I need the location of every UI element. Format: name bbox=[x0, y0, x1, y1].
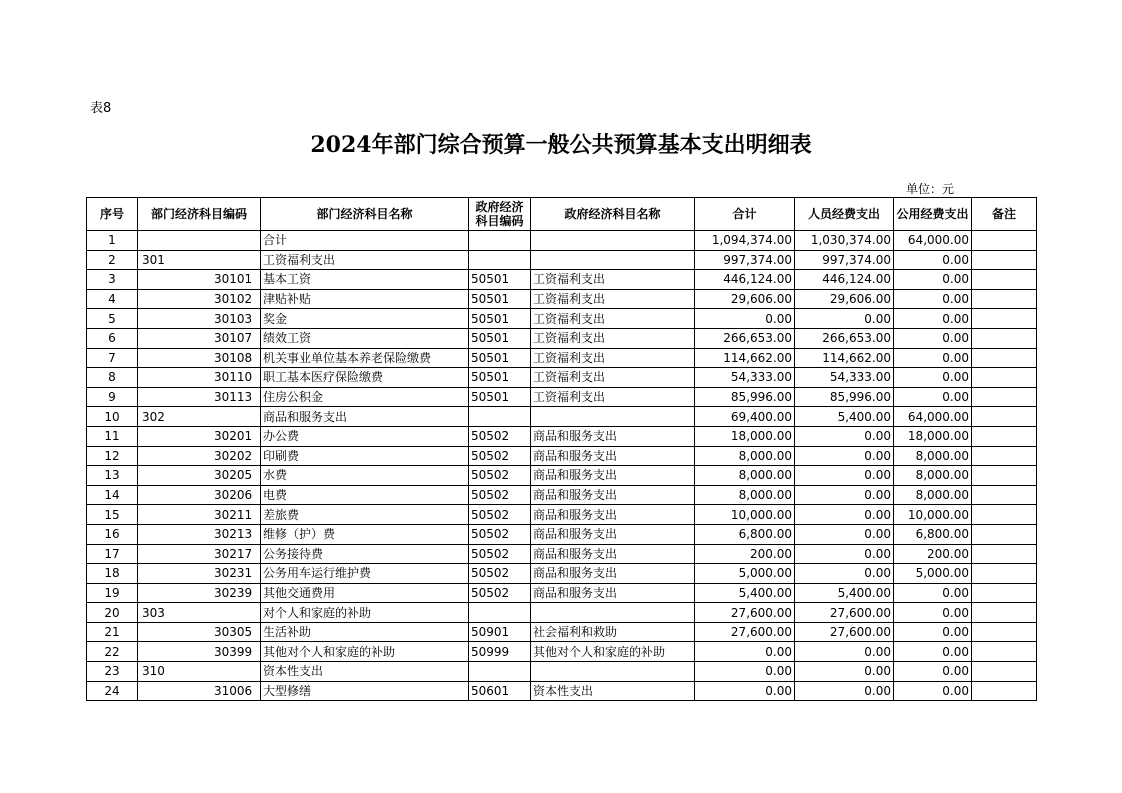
cell-personnel: 54,333.00 bbox=[795, 368, 894, 388]
cell-personnel: 85,996.00 bbox=[795, 387, 894, 407]
cell-dept-name: 住房公积金 bbox=[261, 387, 469, 407]
cell-total: 200.00 bbox=[695, 544, 795, 564]
cell-personnel: 0.00 bbox=[795, 564, 894, 584]
cell-gov-name: 商品和服务支出 bbox=[531, 524, 695, 544]
cell-seq: 8 bbox=[87, 368, 138, 388]
cell-public: 8,000.00 bbox=[894, 446, 972, 466]
cell-gov-name bbox=[531, 603, 695, 623]
cell-personnel: 997,374.00 bbox=[795, 250, 894, 270]
header-gov-code: 政府经济科目编码 bbox=[469, 198, 531, 231]
cell-seq: 10 bbox=[87, 407, 138, 427]
cell-remark bbox=[972, 309, 1037, 329]
cell-seq: 23 bbox=[87, 662, 138, 682]
cell-public: 0.00 bbox=[894, 583, 972, 603]
cell-dept-name: 公务接待费 bbox=[261, 544, 469, 564]
cell-seq: 3 bbox=[87, 270, 138, 290]
cell-dept-code: 30107 bbox=[138, 328, 261, 348]
cell-personnel: 29,606.00 bbox=[795, 289, 894, 309]
cell-public: 0.00 bbox=[894, 681, 972, 701]
cell-remark bbox=[972, 642, 1037, 662]
cell-dept-name: 办公费 bbox=[261, 426, 469, 446]
cell-dept-code: 30217 bbox=[138, 544, 261, 564]
table-row bbox=[87, 348, 1037, 368]
cell-remark bbox=[972, 583, 1037, 603]
cell-dept-code: 31006 bbox=[138, 681, 261, 701]
cell-dept-code: 30213 bbox=[138, 524, 261, 544]
cell-personnel: 0.00 bbox=[795, 446, 894, 466]
cell-gov-code: 50502 bbox=[469, 446, 531, 466]
cell-seq: 16 bbox=[87, 524, 138, 544]
header-remark: 备注 bbox=[972, 198, 1037, 231]
cell-total: 29,606.00 bbox=[695, 289, 795, 309]
cell-total: 5,000.00 bbox=[695, 564, 795, 584]
cell-dept-name: 职工基本医疗保险缴费 bbox=[261, 368, 469, 388]
table-row bbox=[87, 485, 1037, 505]
cell-dept-code: 30202 bbox=[138, 446, 261, 466]
table-row bbox=[87, 387, 1037, 407]
cell-gov-name: 商品和服务支出 bbox=[531, 426, 695, 446]
table-row bbox=[87, 603, 1037, 623]
table-row bbox=[87, 426, 1037, 446]
cell-total: 8,000.00 bbox=[695, 485, 795, 505]
cell-personnel: 0.00 bbox=[795, 681, 894, 701]
cell-personnel: 0.00 bbox=[795, 466, 894, 486]
cell-total: 0.00 bbox=[695, 681, 795, 701]
table-row bbox=[87, 642, 1037, 662]
cell-remark bbox=[972, 387, 1037, 407]
header-personnel: 人员经费支出 bbox=[795, 198, 894, 231]
cell-remark bbox=[972, 250, 1037, 270]
cell-seq: 13 bbox=[87, 466, 138, 486]
cell-remark bbox=[972, 426, 1037, 446]
cell-gov-code: 50501 bbox=[469, 270, 531, 290]
cell-gov-code: 50502 bbox=[469, 426, 531, 446]
table-row bbox=[87, 289, 1037, 309]
cell-personnel: 1,030,374.00 bbox=[795, 231, 894, 251]
cell-seq: 22 bbox=[87, 642, 138, 662]
cell-dept-code: 301 bbox=[138, 250, 261, 270]
cell-seq: 15 bbox=[87, 505, 138, 525]
cell-remark bbox=[972, 564, 1037, 584]
cell-total: 446,124.00 bbox=[695, 270, 795, 290]
cell-personnel: 0.00 bbox=[795, 642, 894, 662]
table-row bbox=[87, 250, 1037, 270]
cell-seq: 5 bbox=[87, 309, 138, 329]
cell-remark bbox=[972, 505, 1037, 525]
cell-remark bbox=[972, 622, 1037, 642]
table-row bbox=[87, 524, 1037, 544]
cell-public: 200.00 bbox=[894, 544, 972, 564]
cell-public: 0.00 bbox=[894, 348, 972, 368]
table-row bbox=[87, 681, 1037, 701]
table-row bbox=[87, 407, 1037, 427]
header-dept-code: 部门经济科目编码 bbox=[138, 198, 261, 231]
cell-public: 0.00 bbox=[894, 328, 972, 348]
table-row bbox=[87, 368, 1037, 388]
cell-gov-code: 50502 bbox=[469, 466, 531, 486]
cell-gov-code bbox=[469, 250, 531, 270]
cell-personnel: 0.00 bbox=[795, 309, 894, 329]
cell-public: 0.00 bbox=[894, 387, 972, 407]
cell-gov-name: 工资福利支出 bbox=[531, 270, 695, 290]
cell-dept-name: 对个人和家庭的补助 bbox=[261, 603, 469, 623]
cell-remark bbox=[972, 270, 1037, 290]
cell-remark bbox=[972, 368, 1037, 388]
header-dept-name: 部门经济科目名称 bbox=[261, 198, 469, 231]
table-header-row bbox=[87, 198, 1037, 231]
cell-remark bbox=[972, 466, 1037, 486]
cell-dept-code: 30239 bbox=[138, 583, 261, 603]
cell-public: 0.00 bbox=[894, 622, 972, 642]
cell-dept-name: 其他对个人和家庭的补助 bbox=[261, 642, 469, 662]
cell-gov-code: 50501 bbox=[469, 348, 531, 368]
cell-seq: 1 bbox=[87, 231, 138, 251]
cell-dept-name: 大型修缮 bbox=[261, 681, 469, 701]
cell-seq: 24 bbox=[87, 681, 138, 701]
cell-dept-name: 电费 bbox=[261, 485, 469, 505]
cell-remark bbox=[972, 485, 1037, 505]
cell-seq: 11 bbox=[87, 426, 138, 446]
cell-public: 0.00 bbox=[894, 662, 972, 682]
cell-dept-name: 机关事业单位基本养老保险缴费 bbox=[261, 348, 469, 368]
cell-gov-name: 商品和服务支出 bbox=[531, 466, 695, 486]
cell-personnel: 114,662.00 bbox=[795, 348, 894, 368]
table-row bbox=[87, 583, 1037, 603]
cell-seq: 6 bbox=[87, 328, 138, 348]
cell-public: 5,000.00 bbox=[894, 564, 972, 584]
cell-seq: 20 bbox=[87, 603, 138, 623]
cell-total: 27,600.00 bbox=[695, 603, 795, 623]
table-row bbox=[87, 622, 1037, 642]
cell-gov-name: 商品和服务支出 bbox=[531, 564, 695, 584]
cell-gov-name: 工资福利支出 bbox=[531, 289, 695, 309]
cell-gov-name: 工资福利支出 bbox=[531, 368, 695, 388]
table-row bbox=[87, 564, 1037, 584]
cell-total: 8,000.00 bbox=[695, 446, 795, 466]
cell-total: 10,000.00 bbox=[695, 505, 795, 525]
cell-dept-code: 30108 bbox=[138, 348, 261, 368]
cell-personnel: 27,600.00 bbox=[795, 622, 894, 642]
cell-gov-name bbox=[531, 250, 695, 270]
cell-personnel: 0.00 bbox=[795, 426, 894, 446]
cell-total: 114,662.00 bbox=[695, 348, 795, 368]
cell-public: 0.00 bbox=[894, 368, 972, 388]
cell-seq: 19 bbox=[87, 583, 138, 603]
cell-personnel: 446,124.00 bbox=[795, 270, 894, 290]
cell-total: 1,094,374.00 bbox=[695, 231, 795, 251]
cell-public: 0.00 bbox=[894, 309, 972, 329]
cell-public: 0.00 bbox=[894, 603, 972, 623]
cell-dept-code: 30102 bbox=[138, 289, 261, 309]
cell-dept-name: 基本工资 bbox=[261, 270, 469, 290]
cell-dept-code: 30205 bbox=[138, 466, 261, 486]
cell-remark bbox=[972, 446, 1037, 466]
cell-seq: 9 bbox=[87, 387, 138, 407]
cell-total: 54,333.00 bbox=[695, 368, 795, 388]
cell-gov-name: 工资福利支出 bbox=[531, 387, 695, 407]
cell-personnel: 0.00 bbox=[795, 662, 894, 682]
cell-remark bbox=[972, 348, 1037, 368]
cell-dept-name: 印刷费 bbox=[261, 446, 469, 466]
cell-dept-code: 30201 bbox=[138, 426, 261, 446]
cell-public: 0.00 bbox=[894, 250, 972, 270]
cell-remark bbox=[972, 289, 1037, 309]
cell-gov-code: 50901 bbox=[469, 622, 531, 642]
cell-gov-name: 商品和服务支出 bbox=[531, 544, 695, 564]
cell-remark bbox=[972, 603, 1037, 623]
cell-dept-code: 30101 bbox=[138, 270, 261, 290]
cell-dept-name: 合计 bbox=[261, 231, 469, 251]
cell-gov-code: 50502 bbox=[469, 485, 531, 505]
cell-seq: 12 bbox=[87, 446, 138, 466]
header-total: 合计 bbox=[695, 198, 795, 231]
budget-detail-table bbox=[86, 197, 1037, 701]
cell-public: 64,000.00 bbox=[894, 407, 972, 427]
cell-dept-name: 商品和服务支出 bbox=[261, 407, 469, 427]
cell-total: 0.00 bbox=[695, 309, 795, 329]
cell-gov-name: 工资福利支出 bbox=[531, 309, 695, 329]
cell-public: 10,000.00 bbox=[894, 505, 972, 525]
cell-gov-code: 50502 bbox=[469, 564, 531, 584]
table-body bbox=[87, 231, 1037, 701]
cell-gov-code bbox=[469, 662, 531, 682]
cell-gov-name: 工资福利支出 bbox=[531, 348, 695, 368]
table-row bbox=[87, 270, 1037, 290]
cell-dept-name: 差旅费 bbox=[261, 505, 469, 525]
cell-gov-name: 社会福利和救助 bbox=[531, 622, 695, 642]
cell-gov-code: 50502 bbox=[469, 505, 531, 525]
cell-personnel: 27,600.00 bbox=[795, 603, 894, 623]
cell-gov-code: 50501 bbox=[469, 368, 531, 388]
cell-total: 5,400.00 bbox=[695, 583, 795, 603]
table-row bbox=[87, 446, 1037, 466]
cell-dept-code: 303 bbox=[138, 603, 261, 623]
cell-total: 0.00 bbox=[695, 662, 795, 682]
cell-dept-name: 资本性支出 bbox=[261, 662, 469, 682]
cell-gov-name: 商品和服务支出 bbox=[531, 505, 695, 525]
cell-gov-name: 资本性支出 bbox=[531, 681, 695, 701]
cell-total: 85,996.00 bbox=[695, 387, 795, 407]
cell-dept-name: 生活补助 bbox=[261, 622, 469, 642]
cell-total: 0.00 bbox=[695, 642, 795, 662]
cell-gov-name: 商品和服务支出 bbox=[531, 485, 695, 505]
cell-personnel: 0.00 bbox=[795, 505, 894, 525]
cell-dept-code: 30110 bbox=[138, 368, 261, 388]
cell-gov-name bbox=[531, 231, 695, 251]
cell-dept-name: 维修（护）费 bbox=[261, 524, 469, 544]
cell-gov-name bbox=[531, 407, 695, 427]
table-row bbox=[87, 328, 1037, 348]
cell-dept-code: 30103 bbox=[138, 309, 261, 329]
cell-gov-name bbox=[531, 662, 695, 682]
cell-gov-code: 50502 bbox=[469, 524, 531, 544]
cell-gov-code: 50501 bbox=[469, 387, 531, 407]
header-public: 公用经费支出 bbox=[894, 198, 972, 231]
cell-dept-name: 水费 bbox=[261, 466, 469, 486]
cell-public: 18,000.00 bbox=[894, 426, 972, 446]
cell-personnel: 0.00 bbox=[795, 524, 894, 544]
cell-remark bbox=[972, 231, 1037, 251]
cell-public: 8,000.00 bbox=[894, 466, 972, 486]
cell-personnel: 5,400.00 bbox=[795, 583, 894, 603]
cell-public: 64,000.00 bbox=[894, 231, 972, 251]
cell-personnel: 0.00 bbox=[795, 544, 894, 564]
cell-dept-code: 30305 bbox=[138, 622, 261, 642]
cell-total: 6,800.00 bbox=[695, 524, 795, 544]
cell-total: 69,400.00 bbox=[695, 407, 795, 427]
cell-dept-code: 30206 bbox=[138, 485, 261, 505]
cell-gov-name: 其他对个人和家庭的补助 bbox=[531, 642, 695, 662]
table-row bbox=[87, 309, 1037, 329]
cell-personnel: 5,400.00 bbox=[795, 407, 894, 427]
cell-remark bbox=[972, 544, 1037, 564]
table-number-label: 表8 bbox=[90, 101, 112, 116]
cell-gov-code bbox=[469, 231, 531, 251]
cell-total: 18,000.00 bbox=[695, 426, 795, 446]
table-row bbox=[87, 544, 1037, 564]
cell-dept-code: 30113 bbox=[138, 387, 261, 407]
cell-dept-code: 30399 bbox=[138, 642, 261, 662]
cell-public: 0.00 bbox=[894, 642, 972, 662]
table-row bbox=[87, 505, 1037, 525]
cell-public: 8,000.00 bbox=[894, 485, 972, 505]
cell-seq: 14 bbox=[87, 485, 138, 505]
cell-dept-code: 310 bbox=[138, 662, 261, 682]
table-row bbox=[87, 231, 1037, 251]
cell-seq: 4 bbox=[87, 289, 138, 309]
cell-public: 0.00 bbox=[894, 270, 972, 290]
cell-dept-name: 津贴补贴 bbox=[261, 289, 469, 309]
page-title: 2024年部门综合预算一般公共预算基本支出明细表 bbox=[310, 132, 812, 158]
cell-gov-code: 50502 bbox=[469, 583, 531, 603]
cell-gov-code bbox=[469, 407, 531, 427]
cell-remark bbox=[972, 681, 1037, 701]
cell-dept-name: 其他交通费用 bbox=[261, 583, 469, 603]
header-gov-name: 政府经济科目名称 bbox=[531, 198, 695, 231]
cell-gov-code: 50999 bbox=[469, 642, 531, 662]
cell-remark bbox=[972, 407, 1037, 427]
cell-public: 0.00 bbox=[894, 289, 972, 309]
cell-gov-name: 商品和服务支出 bbox=[531, 583, 695, 603]
cell-remark bbox=[972, 328, 1037, 348]
cell-gov-name: 商品和服务支出 bbox=[531, 446, 695, 466]
cell-dept-code bbox=[138, 231, 261, 251]
cell-total: 8,000.00 bbox=[695, 466, 795, 486]
cell-seq: 17 bbox=[87, 544, 138, 564]
cell-gov-name: 工资福利支出 bbox=[531, 328, 695, 348]
cell-gov-code: 50502 bbox=[469, 544, 531, 564]
header-seq: 序号 bbox=[87, 198, 138, 231]
cell-personnel: 266,653.00 bbox=[795, 328, 894, 348]
cell-gov-code: 50501 bbox=[469, 289, 531, 309]
cell-dept-code: 30211 bbox=[138, 505, 261, 525]
cell-seq: 2 bbox=[87, 250, 138, 270]
cell-public: 6,800.00 bbox=[894, 524, 972, 544]
cell-gov-code: 50501 bbox=[469, 309, 531, 329]
cell-personnel: 0.00 bbox=[795, 485, 894, 505]
cell-dept-name: 奖金 bbox=[261, 309, 469, 329]
cell-total: 266,653.00 bbox=[695, 328, 795, 348]
cell-dept-code: 30231 bbox=[138, 564, 261, 584]
cell-seq: 7 bbox=[87, 348, 138, 368]
cell-gov-code: 50601 bbox=[469, 681, 531, 701]
cell-gov-code: 50501 bbox=[469, 328, 531, 348]
cell-gov-code bbox=[469, 603, 531, 623]
cell-dept-name: 工资福利支出 bbox=[261, 250, 469, 270]
cell-dept-name: 公务用车运行维护费 bbox=[261, 564, 469, 584]
cell-dept-name: 绩效工资 bbox=[261, 328, 469, 348]
table-row bbox=[87, 662, 1037, 682]
cell-dept-code: 302 bbox=[138, 407, 261, 427]
cell-remark bbox=[972, 662, 1037, 682]
cell-seq: 18 bbox=[87, 564, 138, 584]
cell-total: 27,600.00 bbox=[695, 622, 795, 642]
cell-total: 997,374.00 bbox=[695, 250, 795, 270]
unit-note: 单位：元 bbox=[906, 182, 955, 196]
cell-seq: 21 bbox=[87, 622, 138, 642]
table-row bbox=[87, 466, 1037, 486]
cell-remark bbox=[972, 524, 1037, 544]
